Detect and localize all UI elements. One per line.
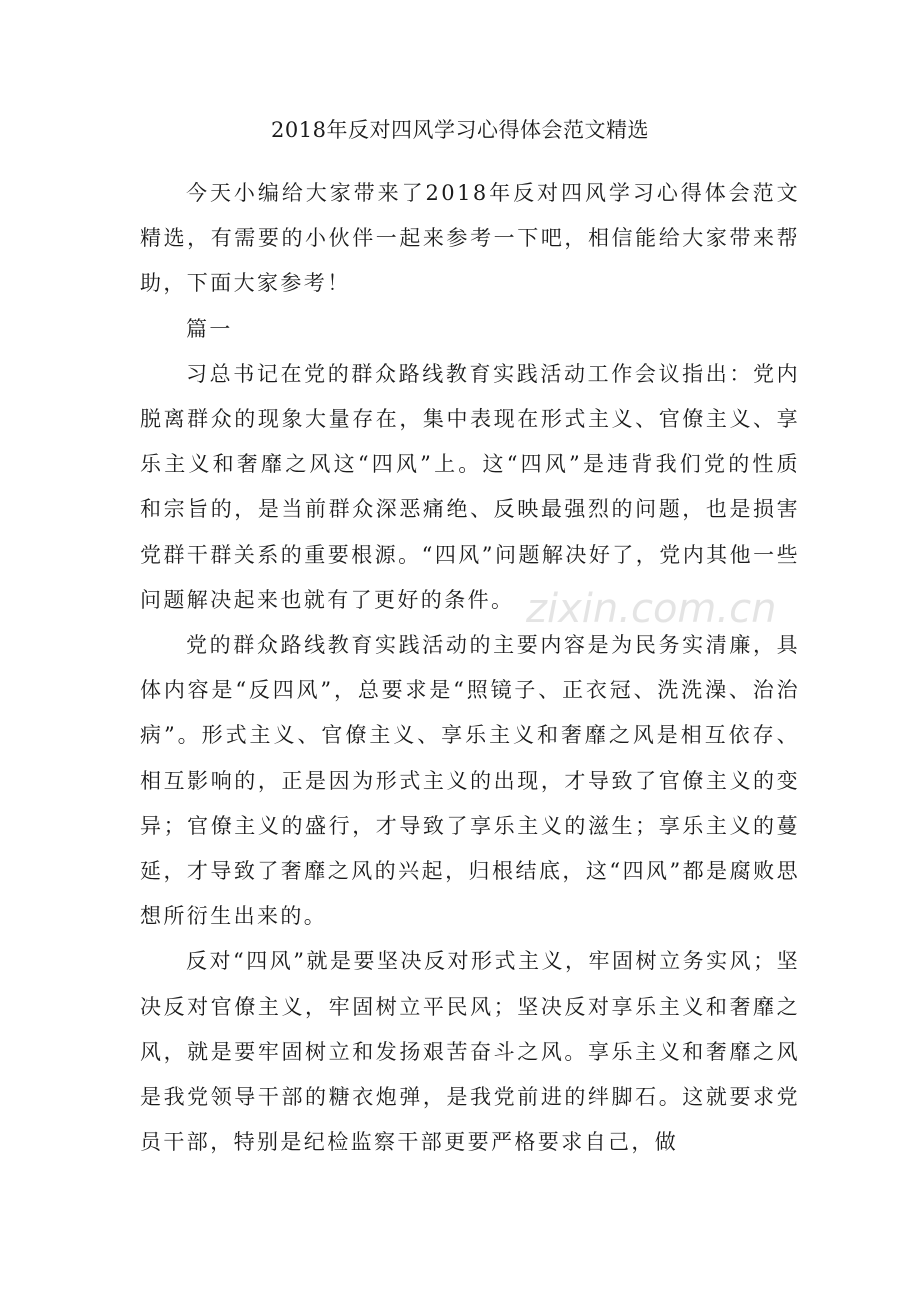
paragraph-1: 习总书记在党的群众路线教育实践活动工作会议指出：党内脱离群众的现象大量存在，集中表现在形式主义、官僚主义、享乐主义和奢靡之风这“四风”上。这“四风”是违背我们党的性质和宗旨的，是当前群众深恶痛绝、反映最强烈的问题，也是损害党群干群关系的重要根源。“四风”问题解决好了，党内其他一些问题解决起来也就有了更好的条件。 (140, 361, 800, 612)
paragraph-3: 反对“四风”就是要坚决反对形式主义，牢固树立务实风；坚决反对官僚主义，牢固树立平民风；坚决反对享乐主义和奢靡之风，就是要牢固树立和发扬艰苦奋斗之风。享乐主义和奢靡之风是我党领导干部的糖衣炮弹，是我党前进的绊脚石。这就要求党员干部，特别是纪检监察干部更要严格要求自己，做 (140, 949, 800, 1155)
paragraph-2: 党的群众路线教育实践活动的主要内容是为民务实清廉，具体内容是“反四风”，总要求是“照镜子、正衣冠、洗洗澡、治治病”。形式主义、官僚主义、享乐主义和奢靡之风是相互依存、相互影响的，正是因为形式主义的出现，才导致了官僚主义的变异；官僚主义的盛行，才导致了享乐主义的滋生；享乐主义的蔓延，才导致了奢靡之风的兴起，归根结底，这“四风”都是腐败思想所衍生出来的。 (140, 633, 800, 929)
document-body (140, 171, 800, 1165)
document-title: 2018年反对四风学习心得体会范文精选 (271, 118, 649, 142)
section-heading: 篇一 (186, 316, 233, 341)
paragraph-intro: 今天小编给大家带来了2018年反对四风学习心得体会范文精选，有需要的小伙伴一起来参考一下吧，相信能给大家带来帮助，下面大家参考！ (140, 181, 800, 296)
svg-text:zixin.com.cn: zixin.com.cn (526, 586, 777, 632)
